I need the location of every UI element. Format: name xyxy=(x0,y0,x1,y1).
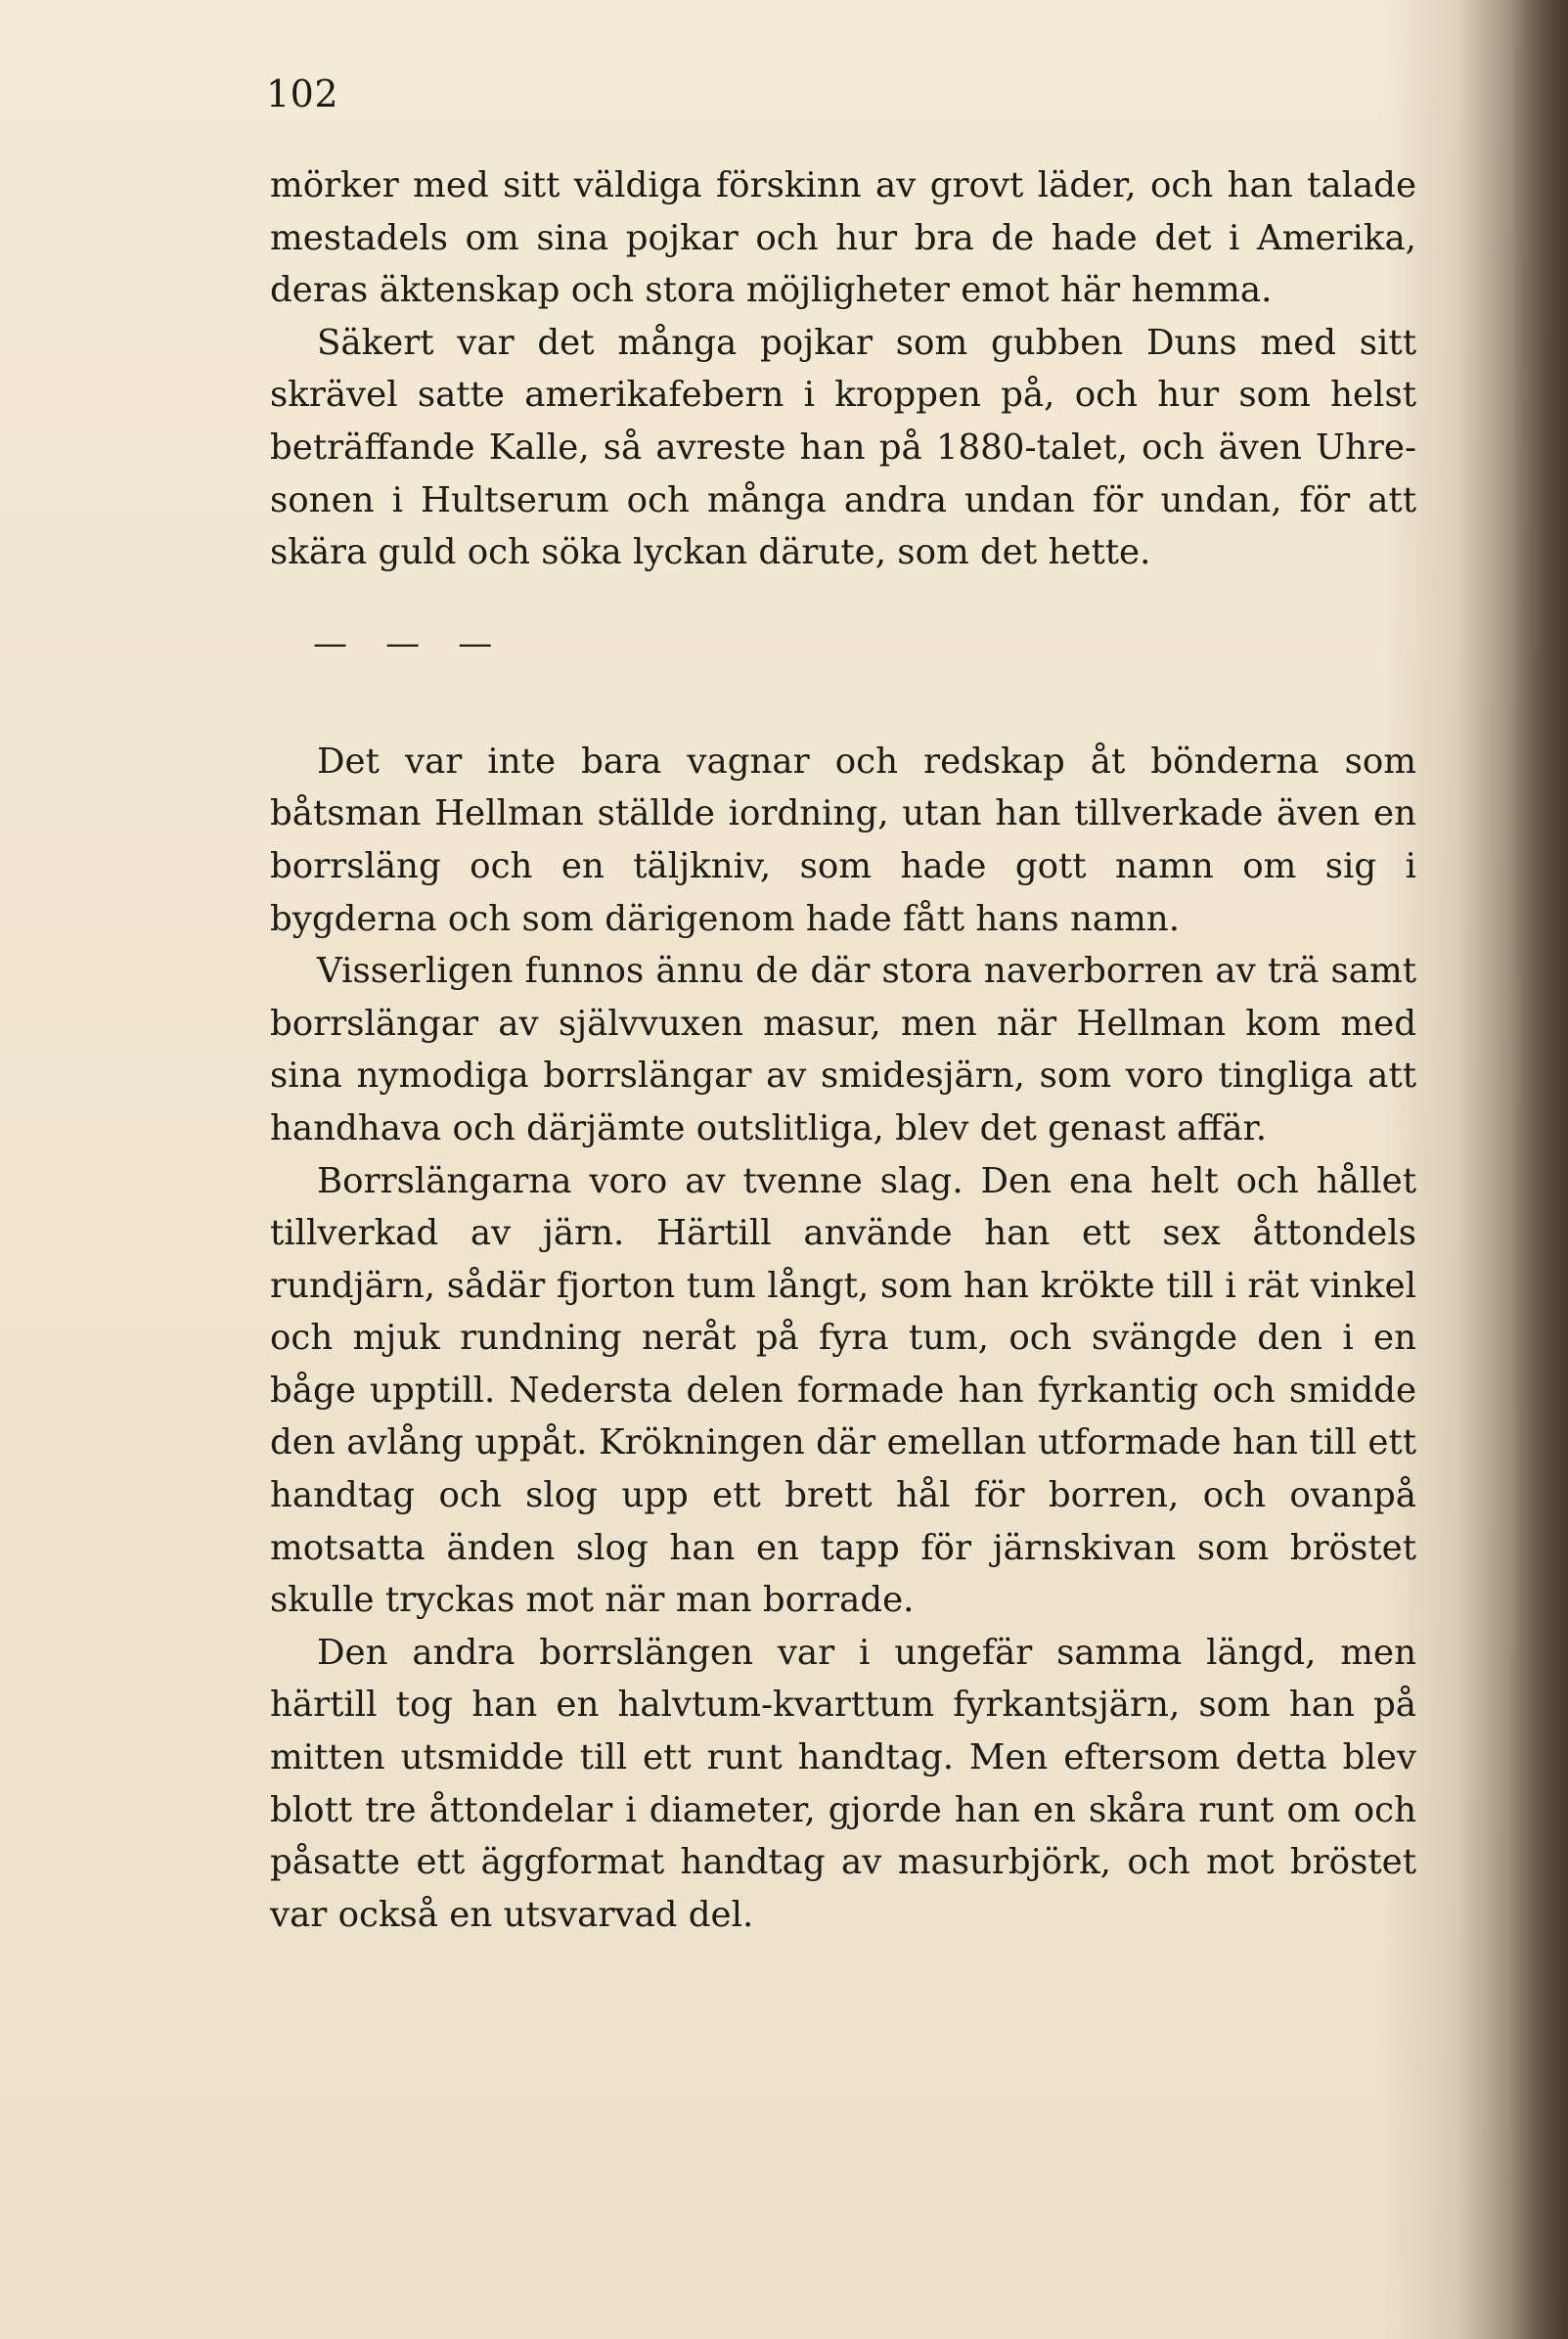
paragraph: Det var inte bara vagnar och redskap åt bönderna som båtsman Hellman ställde iordning, utan han tillverkade även en borrsläng och en täljkniv, som hade gott namn om sig i bygderna och som därigenom hade fått hans namn. xyxy=(270,741,1416,939)
separator-dashes: — — — xyxy=(313,623,507,663)
page-number: 102 xyxy=(266,72,339,115)
book-spine-shadow xyxy=(1509,0,1568,2339)
paragraph: Visserligen funnos ännu de där stora naverborren av trä samt borrslängar av självvuxen masur, men när Hellman kom med sina nymodiga borrslängar av smidesjärn, som voro tingliga att handhava och därjämte outslitliga, blev det genast affär. xyxy=(270,951,1416,1148)
page-body xyxy=(270,159,1416,1941)
paragraph: Den andra borrslängen var i ungefär samma längd, men härtill tog han en halvtum-kvarttum fyrkantsjärn, som han på mitten utsmidde till ett runt handtag. Men eftersom detta blev blott tre åttondelar i diameter, gjorde han en skåra runt om och påsatte ett äggformat handtag av masurbjörk, och mot bröstet var också en utsvarvad del. xyxy=(270,1632,1416,1935)
section-separator xyxy=(270,579,1416,736)
paragraph-continued: mörker med sitt väldiga förskinn av grovt läder, och han talade mestadels om sina pojkar och hur bra de hade det i Amerika, deras äktenskap och stora möjligheter emot här hemma. xyxy=(270,165,1416,311)
paragraph: Säkert var det många pojkar som gubben Duns med sitt skrävel satte amerikafebern i kroppen på, och hur som helst beträffande Kalle, så avreste han på 1880-talet, och även Uhre-sonen i Hultserum och många andra undan för undan, för att skära guld och söka lyckan därute, som det hette. xyxy=(270,322,1416,573)
paragraph: Borrslängarna voro av tvenne slag. Den ena helt och hållet tillverkad av järn. Härtill använde han ett sex åttondels rundjärn, sådär fjorton tum långt, som han krökte till i rät vinkel och mjuk rundning neråt på fyra tum, och svängde den i en båge upptill. Nedersta delen formade han fyrkantig och smidde den avlång uppåt. Krökningen där emellan utformade han till ett handtag och slog upp ett brett hål för borren, och ovanpå motsatta änden slog han en tapp för järnskivan som bröstet skulle tryckas mot när man borrade. xyxy=(270,1160,1416,1621)
